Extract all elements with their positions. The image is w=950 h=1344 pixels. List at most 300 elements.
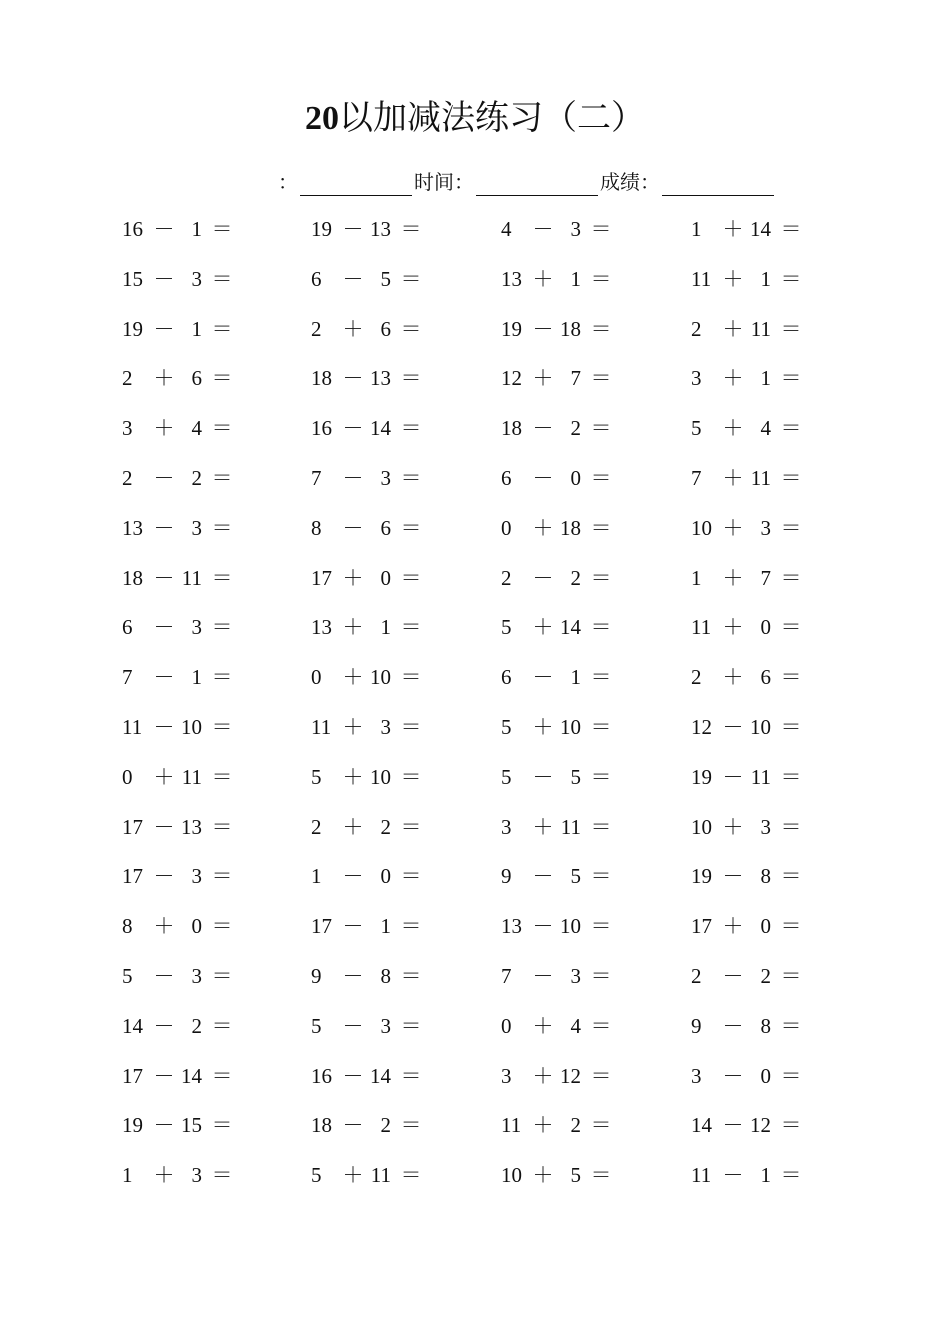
- equals-sign: ＝: [780, 964, 802, 988]
- equals-sign: ＝: [590, 316, 612, 341]
- operand-a: 18: [311, 1113, 332, 1138]
- operator: －: [532, 914, 554, 939]
- operator: －: [532, 316, 554, 341]
- equals-sign: ＝: [780, 715, 802, 739]
- operator: －: [532, 565, 554, 590]
- equals-sign: ＝: [780, 316, 802, 341]
- problem: [122, 264, 242, 294]
- name-label: ：: [278, 170, 298, 194]
- operand-b: 3: [380, 466, 391, 490]
- operand-a: 9: [311, 964, 322, 988]
- equals-sign: ＝: [590, 615, 612, 640]
- operator: ＋: [153, 1163, 175, 1188]
- operand-a: 15: [122, 266, 143, 291]
- equals-sign: ＝: [590, 914, 612, 939]
- problem: [122, 1160, 242, 1190]
- operand-a: 3: [501, 814, 512, 839]
- problem: [501, 762, 621, 792]
- operator: －: [722, 715, 744, 739]
- equals-sign: ＝: [780, 466, 802, 490]
- operand-b: 5: [570, 864, 581, 889]
- operator: －: [153, 1113, 175, 1138]
- problem: [691, 264, 811, 294]
- operator: －: [342, 1063, 364, 1088]
- problem: [311, 513, 431, 543]
- equals-sign: ＝: [590, 1013, 612, 1038]
- operand-a: 14: [122, 1013, 143, 1038]
- problem: [501, 961, 621, 991]
- operand-a: 19: [691, 864, 712, 889]
- operand-b: 15: [181, 1113, 202, 1138]
- operand-b: 13: [370, 217, 391, 241]
- operand-b: 3: [191, 515, 202, 540]
- operand-a: 5: [501, 764, 512, 789]
- operand-a: 0: [311, 665, 322, 690]
- operand-a: 13: [311, 615, 332, 640]
- operand-a: 5: [311, 1013, 322, 1038]
- equals-sign: ＝: [780, 914, 802, 939]
- problem-row: [0, 762, 950, 792]
- operand-b: 3: [760, 814, 771, 839]
- problem-row: [0, 961, 950, 991]
- problem: [501, 911, 621, 941]
- operator: －: [722, 1113, 744, 1138]
- operator: －: [532, 665, 554, 690]
- operand-a: 18: [311, 366, 332, 391]
- operator: ＋: [342, 764, 364, 789]
- equals-sign: ＝: [780, 217, 802, 241]
- operand-b: 2: [191, 1013, 202, 1038]
- operand-b: 18: [560, 515, 581, 540]
- operand-b: 2: [380, 1113, 391, 1138]
- operator: －: [342, 515, 364, 540]
- operator: －: [153, 466, 175, 490]
- equals-sign: ＝: [211, 266, 233, 291]
- operator: －: [532, 466, 554, 490]
- problem-row: [0, 812, 950, 842]
- operand-a: 18: [122, 565, 143, 590]
- problem: [122, 1110, 242, 1140]
- operand-a: 6: [501, 466, 512, 490]
- operand-a: 11: [122, 715, 143, 739]
- equals-sign: ＝: [400, 665, 422, 690]
- operand-b: 2: [191, 466, 202, 490]
- operand-b: 2: [380, 814, 391, 839]
- operand-b: 11: [750, 466, 771, 490]
- operator: －: [153, 665, 175, 690]
- operand-a: 18: [501, 416, 522, 441]
- equals-sign: ＝: [400, 316, 422, 341]
- problem: [691, 961, 811, 991]
- score-blank[interactable]: [662, 169, 774, 196]
- operand-a: 19: [691, 764, 712, 789]
- operand-a: 19: [122, 316, 143, 341]
- operand-a: 6: [122, 615, 133, 640]
- equals-sign: ＝: [211, 217, 233, 241]
- operand-b: 13: [181, 814, 202, 839]
- equals-sign: ＝: [211, 814, 233, 839]
- equals-sign: ＝: [211, 1113, 233, 1138]
- operand-b: 1: [191, 217, 202, 241]
- problem: [311, 961, 431, 991]
- operand-b: 14: [181, 1063, 202, 1088]
- operand-a: 13: [122, 515, 143, 540]
- operand-b: 4: [570, 1013, 581, 1038]
- problem: [691, 463, 811, 493]
- equals-sign: ＝: [211, 466, 233, 490]
- problem: [311, 762, 431, 792]
- equals-sign: ＝: [780, 864, 802, 889]
- operator: －: [532, 764, 554, 789]
- operand-a: 10: [691, 515, 712, 540]
- problem: [501, 214, 621, 244]
- operator: ＋: [342, 665, 364, 690]
- operand-a: 7: [311, 466, 322, 490]
- operand-a: 9: [691, 1013, 702, 1038]
- operand-b: 11: [370, 1163, 391, 1188]
- operand-a: 2: [122, 466, 133, 490]
- equals-sign: ＝: [780, 665, 802, 690]
- operator: －: [342, 266, 364, 291]
- operator: －: [722, 864, 744, 889]
- equals-sign: ＝: [780, 814, 802, 839]
- operand-b: 14: [750, 217, 771, 241]
- equals-sign: ＝: [780, 1163, 802, 1188]
- operator: ＋: [722, 466, 744, 490]
- operand-a: 1: [122, 1163, 133, 1188]
- operand-b: 8: [760, 1013, 771, 1038]
- operand-a: 3: [501, 1063, 512, 1088]
- operand-b: 6: [191, 366, 202, 391]
- operand-a: 12: [691, 715, 712, 739]
- operand-a: 17: [691, 914, 712, 939]
- operator: －: [532, 864, 554, 889]
- equals-sign: ＝: [590, 814, 612, 839]
- operand-a: 13: [501, 914, 522, 939]
- operand-b: 8: [760, 864, 771, 889]
- operand-b: 1: [191, 665, 202, 690]
- operand-b: 3: [380, 715, 391, 739]
- equals-sign: ＝: [211, 764, 233, 789]
- operand-a: 17: [311, 565, 332, 590]
- problem: [691, 513, 811, 543]
- problem: [311, 712, 431, 742]
- operator: ＋: [722, 914, 744, 939]
- operator: －: [532, 416, 554, 441]
- operand-a: 11: [691, 266, 712, 291]
- operand-b: 1: [191, 316, 202, 341]
- problem: [122, 413, 242, 443]
- operator: ＋: [342, 615, 364, 640]
- operator: －: [342, 964, 364, 988]
- problem: [501, 1061, 621, 1091]
- problem: [122, 463, 242, 493]
- operator: ＋: [722, 665, 744, 690]
- equals-sign: ＝: [211, 864, 233, 889]
- equals-sign: ＝: [211, 515, 233, 540]
- equals-sign: ＝: [400, 1063, 422, 1088]
- operand-a: 19: [501, 316, 522, 341]
- problem: [501, 463, 621, 493]
- operator: －: [342, 366, 364, 391]
- problem-row: [0, 413, 950, 443]
- problem: [501, 861, 621, 891]
- title-text: 以加减法练习（二）: [339, 98, 645, 138]
- operator: ＋: [342, 316, 364, 341]
- time-label: 时间：: [414, 170, 474, 194]
- problem: [501, 413, 621, 443]
- operand-b: 2: [570, 416, 581, 441]
- operand-a: 8: [311, 515, 322, 540]
- problem: [691, 812, 811, 842]
- score-label: 成绩：: [600, 170, 660, 194]
- problem: [311, 563, 431, 593]
- operand-a: 19: [122, 1113, 143, 1138]
- problem: [691, 363, 811, 393]
- operand-a: 4: [501, 217, 512, 241]
- operator: －: [153, 217, 175, 241]
- operand-b: 10: [750, 715, 771, 739]
- problem: [691, 762, 811, 792]
- operand-b: 7: [570, 366, 581, 391]
- name-blank[interactable]: [300, 169, 412, 196]
- operand-b: 7: [760, 565, 771, 590]
- operator: －: [153, 864, 175, 889]
- operand-a: 11: [691, 615, 712, 640]
- operator: ＋: [532, 366, 554, 391]
- equals-sign: ＝: [400, 1113, 422, 1138]
- equals-sign: ＝: [590, 964, 612, 988]
- problem: [122, 1061, 242, 1091]
- operand-b: 10: [560, 715, 581, 739]
- equals-sign: ＝: [400, 266, 422, 291]
- operand-a: 11: [691, 1163, 712, 1188]
- operand-a: 10: [691, 814, 712, 839]
- operator: ＋: [532, 266, 554, 291]
- operand-b: 11: [181, 764, 202, 789]
- operator: －: [342, 416, 364, 441]
- equals-sign: ＝: [780, 515, 802, 540]
- operand-b: 3: [191, 864, 202, 889]
- problem: [501, 612, 621, 642]
- operand-b: 3: [570, 964, 581, 988]
- operator: －: [722, 1163, 744, 1188]
- problem-row: [0, 1160, 950, 1190]
- equals-sign: ＝: [780, 1063, 802, 1088]
- problem: [691, 413, 811, 443]
- operand-b: 3: [191, 615, 202, 640]
- operand-b: 11: [750, 764, 771, 789]
- equals-sign: ＝: [211, 1063, 233, 1088]
- operand-a: 2: [311, 814, 322, 839]
- operand-b: 1: [760, 366, 771, 391]
- problem-row: [0, 612, 950, 642]
- operand-b: 8: [380, 964, 391, 988]
- problem: [122, 762, 242, 792]
- operand-a: 0: [501, 1013, 512, 1038]
- problem: [311, 314, 431, 344]
- operand-a: 6: [501, 665, 512, 690]
- problem: [122, 712, 242, 742]
- problem: [311, 662, 431, 692]
- equals-sign: ＝: [780, 416, 802, 441]
- operand-b: 0: [760, 914, 771, 939]
- operand-a: 2: [122, 366, 133, 391]
- operand-a: 17: [311, 914, 332, 939]
- problem: [501, 264, 621, 294]
- equals-sign: ＝: [211, 615, 233, 640]
- problem: [691, 612, 811, 642]
- problem: [691, 1011, 811, 1041]
- operand-b: 1: [570, 266, 581, 291]
- equals-sign: ＝: [400, 416, 422, 441]
- operand-b: 6: [380, 316, 391, 341]
- operand-b: 0: [380, 565, 391, 590]
- operator: ＋: [342, 715, 364, 739]
- problem: [122, 1011, 242, 1041]
- problem: [122, 812, 242, 842]
- equals-sign: ＝: [590, 864, 612, 889]
- problem: [311, 812, 431, 842]
- equals-sign: ＝: [400, 715, 422, 739]
- operand-a: 11: [501, 1113, 522, 1138]
- operator: ＋: [722, 316, 744, 341]
- problem: [691, 1160, 811, 1190]
- operand-b: 0: [380, 864, 391, 889]
- equals-sign: ＝: [400, 615, 422, 640]
- equals-sign: ＝: [590, 1113, 612, 1138]
- operand-a: 6: [311, 266, 322, 291]
- operand-b: 0: [760, 1063, 771, 1088]
- operand-b: 4: [760, 416, 771, 441]
- equals-sign: ＝: [590, 416, 612, 441]
- operand-b: 10: [370, 665, 391, 690]
- problem: [311, 861, 431, 891]
- problem-row: [0, 662, 950, 692]
- equals-sign: ＝: [211, 1013, 233, 1038]
- problem: [122, 513, 242, 543]
- operand-b: 10: [181, 715, 202, 739]
- operand-b: 2: [570, 1113, 581, 1138]
- operator: ＋: [722, 814, 744, 839]
- problem: [311, 463, 431, 493]
- equals-sign: ＝: [590, 217, 612, 241]
- operand-a: 5: [122, 964, 133, 988]
- operator: ＋: [722, 615, 744, 640]
- operator: －: [153, 964, 175, 988]
- operator: ＋: [342, 814, 364, 839]
- operand-b: 2: [570, 565, 581, 590]
- problem: [501, 563, 621, 593]
- equals-sign: ＝: [590, 1063, 612, 1088]
- operand-b: 18: [560, 316, 581, 341]
- operator: －: [342, 864, 364, 889]
- problem: [501, 662, 621, 692]
- equals-sign: ＝: [211, 366, 233, 391]
- equals-sign: ＝: [211, 565, 233, 590]
- operator: ＋: [532, 515, 554, 540]
- operand-b: 1: [760, 1163, 771, 1188]
- operator: ＋: [153, 416, 175, 441]
- problem: [122, 363, 242, 393]
- equals-sign: ＝: [590, 1163, 612, 1188]
- operand-b: 5: [570, 1163, 581, 1188]
- problem: [501, 314, 621, 344]
- problem: [691, 314, 811, 344]
- operand-a: 5: [501, 715, 512, 739]
- equals-sign: ＝: [590, 665, 612, 690]
- operand-a: 3: [122, 416, 133, 441]
- operand-a: 5: [311, 1163, 322, 1188]
- equals-sign: ＝: [590, 466, 612, 490]
- operator: ＋: [153, 914, 175, 939]
- operator: ＋: [342, 1163, 364, 1188]
- operand-a: 5: [691, 416, 702, 441]
- operand-b: 12: [750, 1113, 771, 1138]
- operand-a: 16: [122, 217, 143, 241]
- operator: ＋: [722, 217, 744, 241]
- equals-sign: ＝: [780, 1013, 802, 1038]
- problem: [122, 861, 242, 891]
- operator: ＋: [722, 366, 744, 391]
- problem: [691, 861, 811, 891]
- problem: [691, 662, 811, 692]
- operand-b: 6: [380, 515, 391, 540]
- problem: [122, 214, 242, 244]
- time-blank[interactable]: [476, 169, 598, 196]
- operator: －: [722, 764, 744, 789]
- operand-a: 1: [691, 217, 702, 241]
- operand-a: 7: [501, 964, 512, 988]
- operand-b: 0: [760, 615, 771, 640]
- operand-b: 5: [380, 266, 391, 291]
- operator: －: [342, 914, 364, 939]
- equals-sign: ＝: [780, 366, 802, 391]
- equals-sign: ＝: [211, 715, 233, 739]
- problem: [122, 662, 242, 692]
- operand-a: 17: [122, 1063, 143, 1088]
- operator: －: [722, 1013, 744, 1038]
- problem: [501, 712, 621, 742]
- operand-a: 12: [501, 366, 522, 391]
- problem-row: [0, 363, 950, 393]
- operator: －: [722, 1063, 744, 1088]
- operator: －: [342, 1013, 364, 1038]
- operand-b: 3: [191, 1163, 202, 1188]
- equals-sign: ＝: [400, 515, 422, 540]
- operator: ＋: [532, 1063, 554, 1088]
- operand-b: 11: [750, 316, 771, 341]
- problem: [311, 413, 431, 443]
- equals-sign: ＝: [780, 764, 802, 789]
- equals-sign: ＝: [400, 1163, 422, 1188]
- page-title: [0, 96, 950, 141]
- operand-a: 5: [311, 764, 322, 789]
- equals-sign: ＝: [211, 914, 233, 939]
- operand-b: 13: [370, 366, 391, 391]
- operator: －: [532, 217, 554, 241]
- problem-row: [0, 264, 950, 294]
- problem: [122, 911, 242, 941]
- problem: [311, 911, 431, 941]
- equals-sign: ＝: [400, 964, 422, 988]
- problem: [311, 214, 431, 244]
- operand-a: 16: [311, 1063, 332, 1088]
- equals-sign: ＝: [400, 565, 422, 590]
- operand-b: 12: [560, 1063, 581, 1088]
- problem-row: [0, 1061, 950, 1091]
- equals-sign: ＝: [400, 217, 422, 241]
